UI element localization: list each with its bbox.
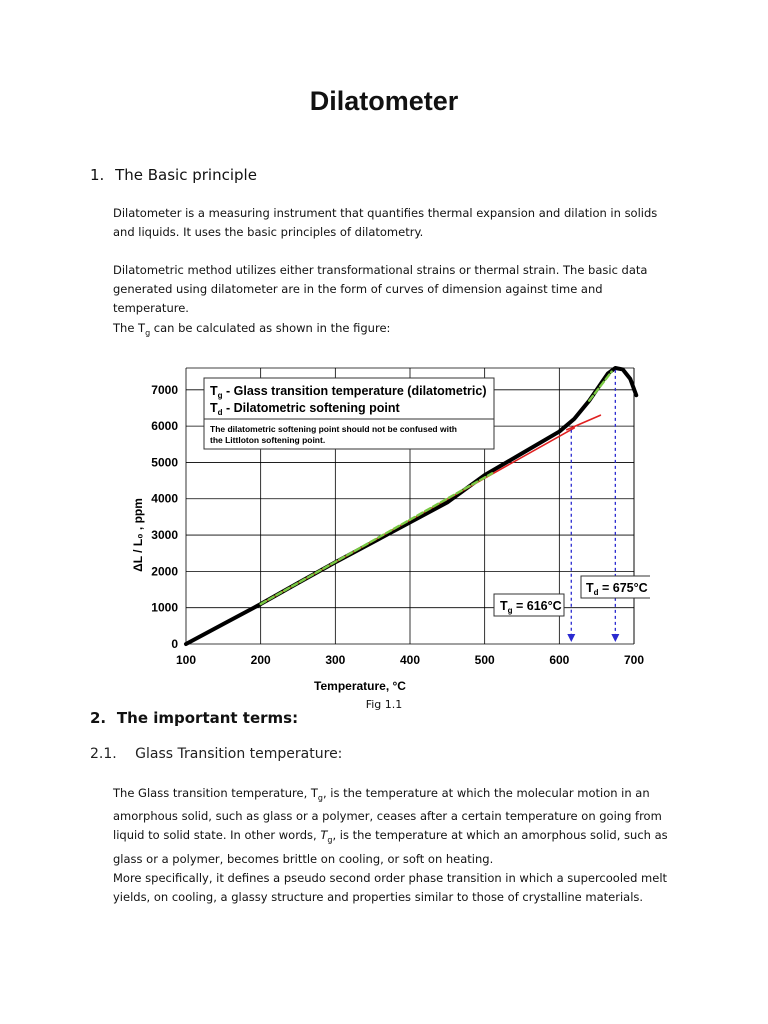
y-tick-label: 5000 <box>151 455 178 470</box>
paragraph-2 <box>113 261 673 318</box>
y-tick-label: 4000 <box>151 491 178 506</box>
p4-c: T <box>320 828 328 843</box>
y-tick-label: 7000 <box>151 382 178 397</box>
paragraph-3-text <box>113 319 673 342</box>
section-1-title: The Basic principle <box>115 166 257 184</box>
x-tick-label: 600 <box>549 653 570 667</box>
y-tick-label: 2000 <box>151 564 178 579</box>
tg-marker-label <box>494 594 564 616</box>
y-tick-label: 3000 <box>151 528 178 543</box>
chart-svg <box>120 360 650 695</box>
section-1-heading <box>90 166 257 184</box>
x-tick-label: 500 <box>474 653 495 667</box>
tg-label-text: $T_g = 616^\circ C$ <box>500 599 562 615</box>
paragraph-1-text: Dilatometer is a measuring instrument that quantifies thermal expansion and dilation in solids and liquids. It uses the basic principles of dilatometry. <box>113 206 658 239</box>
document-title: Dilatometer <box>309 86 459 116</box>
y-tick-label: 6000 <box>151 419 178 434</box>
x-tick-label: 200 <box>250 653 271 667</box>
td-label-text: $T_d = 675^\circ C$ <box>586 581 648 597</box>
paragraph-2-text: Dilatometric method utilizes either transformational strains or thermal strain. The basic data generated using dilatometer are in the form of curves of dimension against time and temperature. <box>113 263 648 315</box>
p4-c-sub: g <box>327 835 333 845</box>
td-marker-label <box>581 576 650 598</box>
y-axis-label: ΔL / L₀ , ppm <box>131 498 145 572</box>
x-tick-label: 400 <box>399 653 421 667</box>
section-2-title: The important terms: <box>116 709 299 727</box>
paragraph-4 <box>113 784 673 907</box>
figure-caption: Fig 1.1 <box>365 698 403 711</box>
section-2-heading <box>90 709 298 727</box>
dilatometry-chart <box>120 360 650 695</box>
paragraph-1 <box>113 204 673 242</box>
paragraph-4-text <box>113 784 673 869</box>
section-2-1-heading <box>90 746 342 762</box>
section-1-number: 1. <box>90 166 105 184</box>
paragraph-3 <box>113 319 673 342</box>
legend-line-2: $T_d$ - Dilatometric softening point <box>210 401 400 417</box>
p4-b: , is the temperature at which the molecular motion in an amorphous solid, such as glass or a polymer, ceases after a certain temperature on going from liquid to solid state. In other words, <box>113 786 662 843</box>
p3-pre: The T <box>113 321 146 335</box>
x-tick-label: 300 <box>325 653 346 667</box>
paragraph-5-text: More specifically, it defines a pseudo second order phase transition in which a supercooled melt yields, on cooling, a glassy structure and properties similar to those of crystalline materials. <box>113 870 668 904</box>
p3-sub: g <box>145 328 151 338</box>
y-tick-label: 0 <box>171 637 178 651</box>
chart-legend <box>204 378 494 449</box>
legend-note-2: the Littloton softening point. <box>210 435 326 445</box>
legend-note-1: The dilatometric softening point should not be confused with <box>210 424 457 434</box>
x-tick-label: 700 <box>623 653 645 667</box>
section-2-1-title: Glass Transition temperature: <box>135 746 343 762</box>
p3-post: can be calculated as shown in the figure: <box>150 321 391 335</box>
section-2-1-number: 2.1. <box>90 746 117 762</box>
x-axis-label: Temperature, °C <box>314 679 406 693</box>
p4-d: , is the temperature at which an amorphous solid, such as glass or a polymer, becomes brittle on cooling, or soft on heating. <box>113 828 668 866</box>
p4-a-sub: g <box>317 793 323 803</box>
p4-a: The Glass transition temperature, T <box>113 786 318 800</box>
section-2-number: 2. <box>90 709 107 727</box>
legend-line-1: $T_g$ - Glass transition temperature (dilatometric) <box>210 384 487 400</box>
y-tick-label: 1000 <box>151 600 178 615</box>
x-tick-label: 100 <box>175 653 197 667</box>
